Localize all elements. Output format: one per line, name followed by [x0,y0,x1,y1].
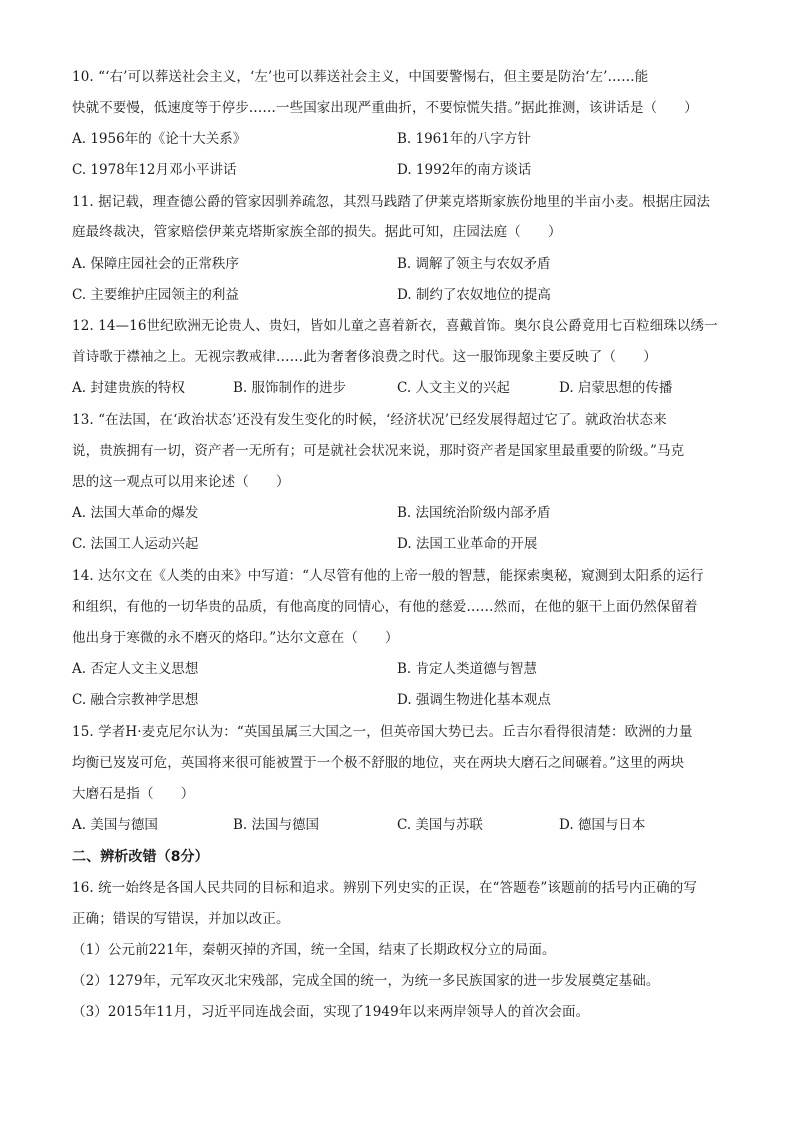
q14-option-a: A. 否定人文主义思想 [72,661,199,677]
q14-stem-line2: 和组织，有他的一切华贵的品质，有他高度的同情心，有他的慈爱……然而，在他的躯干上面仍然保留着 [72,599,698,615]
q15-stem-line2: 均衡已岌岌可危，英国将来很可能被置于一个极不舒服的地位，夹在两块大磨石之间碾着。”这里的两块 [72,755,685,771]
q14-option-c: C. 融合宗教神学思想 [72,692,199,708]
q14-stem-line1: 14. 达尔文在《人类的由来》中写道：“人尽管有他的上帝一般的智慧，能探索奥秘，窥测到太阳系的运行 [72,568,704,584]
q16-stem-line1: 16. 统一始终是各国人民共同的目标和追求。辨别下列史实的正误，在“答题卷”该题前的括号内正确的写 [72,880,697,896]
q11-option-c: C. 主要维护庄园领主的利益 [72,287,239,303]
q10-stem-line2: 快就不要慢，低速度等于停步……一些国家出现严重曲折，不要惊慌失措。”据此推测，该讲话是（ ） [72,100,698,116]
q13-stem-line1: 13. “在法国，在‘政治状态’还没有发生变化的时候，‘经济状况’已经发展得超过它了。就政治状态来 [72,412,667,428]
q12-option-a: A. 封建贵族的特权 [72,380,185,396]
q16-item-1: （1）公元前221年，秦朝灭掉的齐国，统一全国，结束了长期政权分立的局面。 [72,942,556,958]
q13-option-a: A. 法国大革命的爆发 [72,505,199,521]
q16-item-2: （2）1279年，元军攻灭北宋残部，完成全国的统一，为统一多民族国家的进一步发展奠定基础。 [72,973,660,989]
q14-option-b: B. 肯定人类道德与智慧 [397,661,538,677]
q12-stem-line2: 首诗歌于襟袖之上。无视宗教戒律……此为奢奢侈浪费之时代。这一服饰现象主要反映了（ ） [72,349,657,365]
q11-option-b: B. 调解了领主与农奴矛盾 [397,256,551,272]
q13-stem-line2: 说，贵族拥有一切，资产者一无所有；可是就社会状况来说，那时资产者是国家里最重要的阶级。”马克 [72,443,685,459]
section-heading: 二、辨析改错（8分） [72,849,209,865]
q12-stem-line1: 12. 14—16世纪欧洲无论贵人、贵妇，皆如儿童之喜着新衣，喜戴首饰。奥尔良公爵竟用七百粒细珠以绣一 [72,318,718,334]
q11-stem-line1: 11. 据记载，理查德公爵的管家因驯养疏忽，其烈马践踏了伊莱克塔斯家族份地里的半亩小麦。根据庄园法 [72,194,711,210]
q12-option-b: B. 服饰制作的进步 [233,380,347,396]
q10-option-c: C. 1978年12月邓小平讲话 [72,162,237,178]
q14-option-d: D. 强调生物进化基本观点 [397,692,551,708]
q13-option-b: B. 法国统治阶级内部矛盾 [397,505,551,521]
q15-option-a: A. 美国与德国 [72,817,158,833]
q13-option-c: C. 法国工人运动兴起 [72,536,199,552]
q12-option-d: D. 启蒙思想的传播 [559,380,673,396]
q10-option-a: A. 1956年的《论十大关系》 [72,131,247,147]
q11-stem-line2: 庭最终裁决，管家赔偿伊莱克塔斯家族全部的损失。据此可知，庄园法庭（ ） [72,224,562,240]
q10-option-d: D. 1992年的南方谈话 [397,162,532,178]
q15-stem-line3: 大磨石是指（ ） [72,786,195,802]
q11-option-d: D. 制约了农奴地位的提高 [397,287,551,303]
q15-option-d: D. 德国与日本 [559,817,646,833]
q16-item-3: （3）2015年11月，习近平同连战会面，实现了1949年以来两岸领导人的首次会面。 [72,1004,590,1020]
q15-option-c: C. 美国与苏联 [397,817,483,833]
q13-stem-line3: 思的这一观点可以用来论述（ ） [72,474,290,490]
q13-option-d: D. 法国工业革命的开展 [397,536,538,552]
q10-stem-line1: 10. “‘右’可以葬送社会主义，‘左’也可以葬送社会主义，中国要警惕右，但主要是防治‘左’……能 [72,69,649,85]
q15-stem-line1: 15. 学者H·麦克尼尔认为：“英国虽属三大国之一，但英帝国大势已去。丘吉尔看得很清楚：欧洲的力量 [72,724,693,740]
q10-option-b: B. 1961年的八字方针 [397,131,531,147]
q12-option-c: C. 人文主义的兴起 [397,380,510,396]
q11-option-a: A. 保障庄园社会的正常秩序 [72,256,239,272]
q15-option-b: B. 法国与德国 [233,817,320,833]
q16-stem-line2: 正确；错误的写错误，并加以改正。 [72,911,290,927]
q14-stem-line3: 他出身于寒微的永不磨灭的烙印。”达尔文意在（ ） [72,630,399,646]
